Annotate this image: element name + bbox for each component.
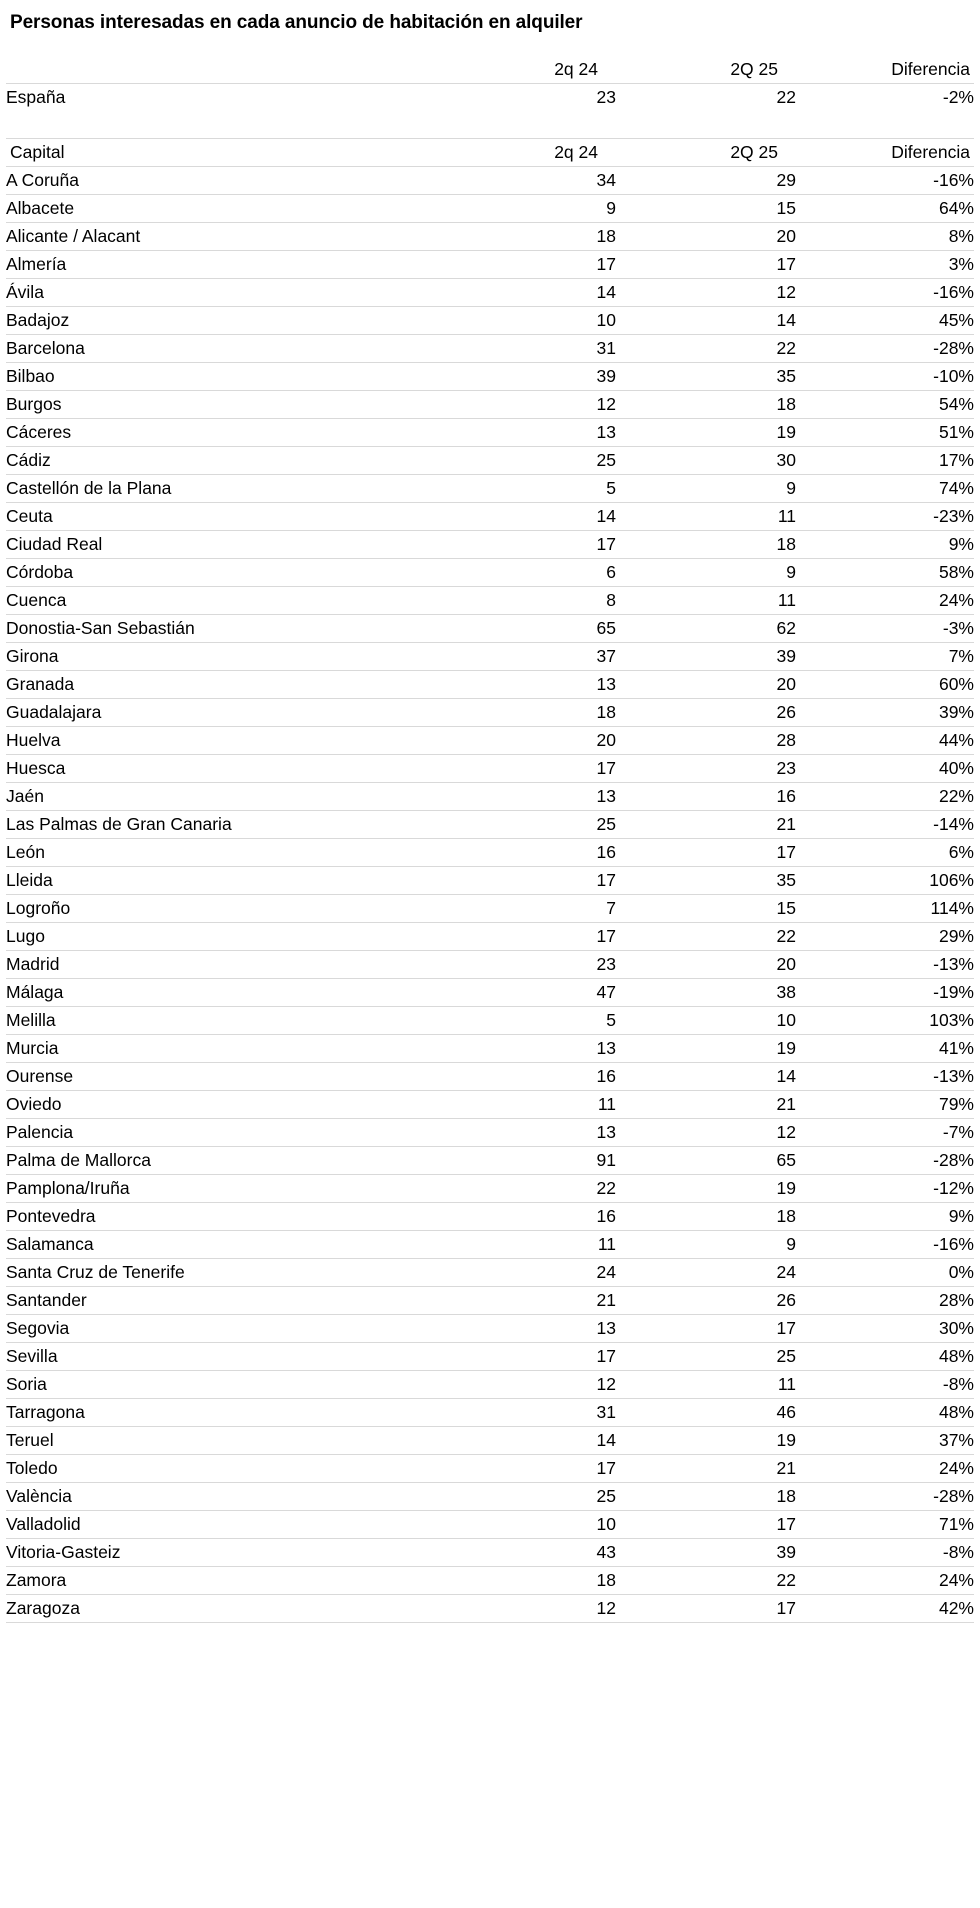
row-value-2q25: 14 bbox=[616, 307, 796, 335]
row-city-name: Burgos bbox=[6, 391, 436, 419]
table-row bbox=[6, 783, 974, 811]
row-city-name: A Coruña bbox=[6, 167, 436, 195]
row-value-2q24: 8 bbox=[436, 587, 616, 615]
row-value-difference: -12% bbox=[796, 1175, 974, 1203]
row-value-2q25: 29 bbox=[616, 167, 796, 195]
row-value-2q25: 21 bbox=[616, 1455, 796, 1483]
summary-table bbox=[6, 56, 974, 139]
row-value-difference: 9% bbox=[796, 531, 974, 559]
summary-header-row bbox=[6, 56, 974, 84]
row-value-2q24: 25 bbox=[436, 447, 616, 475]
table-row bbox=[6, 503, 974, 531]
row-value-2q25: 9 bbox=[616, 559, 796, 587]
summary-header-col3: Diferencia bbox=[796, 56, 974, 84]
row-value-2q24: 22 bbox=[436, 1175, 616, 1203]
table-row bbox=[6, 727, 974, 755]
table-row bbox=[6, 1483, 974, 1511]
table-row bbox=[6, 923, 974, 951]
row-value-2q24: 13 bbox=[436, 419, 616, 447]
table-row bbox=[6, 1315, 974, 1343]
row-value-2q24: 17 bbox=[436, 1343, 616, 1371]
table-row bbox=[6, 699, 974, 727]
row-value-2q24: 18 bbox=[436, 1567, 616, 1595]
row-value-difference: 24% bbox=[796, 1567, 974, 1595]
table-row bbox=[6, 559, 974, 587]
row-value-2q24: 17 bbox=[436, 251, 616, 279]
row-value-2q25: 18 bbox=[616, 1203, 796, 1231]
row-city-name: Almería bbox=[6, 251, 436, 279]
table-row-total bbox=[6, 84, 974, 112]
row-city-name: Pamplona/Iruña bbox=[6, 1175, 436, 1203]
row-value-2q24: 14 bbox=[436, 1427, 616, 1455]
row-value-difference: 9% bbox=[796, 1203, 974, 1231]
row-value-2q24: 43 bbox=[436, 1539, 616, 1567]
row-city-name: Ceuta bbox=[6, 503, 436, 531]
row-city-name: Sevilla bbox=[6, 1343, 436, 1371]
row-value-2q24: 25 bbox=[436, 811, 616, 839]
table-row bbox=[6, 1371, 974, 1399]
row-value-2q24: 18 bbox=[436, 699, 616, 727]
row-value-difference: 54% bbox=[796, 391, 974, 419]
row-value-difference: -28% bbox=[796, 1483, 974, 1511]
row-value-2q24: 11 bbox=[436, 1091, 616, 1119]
row-value-2q24: 12 bbox=[436, 1371, 616, 1399]
row-value-2q24: 20 bbox=[436, 727, 616, 755]
row-value-difference: 22% bbox=[796, 783, 974, 811]
row-value-difference: -23% bbox=[796, 503, 974, 531]
table-row bbox=[6, 1511, 974, 1539]
row-value-2q24: 13 bbox=[436, 1035, 616, 1063]
row-city-name: Cuenca bbox=[6, 587, 436, 615]
row-value-2q25: 10 bbox=[616, 1007, 796, 1035]
table-row bbox=[6, 1399, 974, 1427]
row-value-2q25: 28 bbox=[616, 727, 796, 755]
capitals-header-col3: Diferencia bbox=[796, 139, 974, 167]
table-row bbox=[6, 279, 974, 307]
row-value-2q25: 20 bbox=[616, 951, 796, 979]
row-value-2q25: 19 bbox=[616, 1427, 796, 1455]
total-row-col3: -2% bbox=[942, 87, 974, 107]
row-value-difference: 45% bbox=[796, 307, 974, 335]
row-value-difference: -28% bbox=[796, 335, 974, 363]
row-value-2q25: 35 bbox=[616, 363, 796, 391]
row-city-name: Santander bbox=[6, 1287, 436, 1315]
row-value-difference: 3% bbox=[796, 251, 974, 279]
row-city-name: Barcelona bbox=[6, 335, 436, 363]
row-value-2q25: 26 bbox=[616, 1287, 796, 1315]
row-value-difference: -13% bbox=[796, 1063, 974, 1091]
row-city-name: Ciudad Real bbox=[6, 531, 436, 559]
row-value-2q25: 15 bbox=[616, 195, 796, 223]
row-value-difference: 8% bbox=[796, 223, 974, 251]
row-value-difference: 60% bbox=[796, 671, 974, 699]
row-value-2q25: 12 bbox=[616, 279, 796, 307]
row-value-2q25: 38 bbox=[616, 979, 796, 1007]
row-value-2q24: 13 bbox=[436, 1119, 616, 1147]
table-row bbox=[6, 1427, 974, 1455]
row-city-name: Badajoz bbox=[6, 307, 436, 335]
row-value-difference: -3% bbox=[796, 615, 974, 643]
row-value-2q24: 14 bbox=[436, 279, 616, 307]
capitals-table bbox=[6, 139, 974, 1623]
table-row bbox=[6, 811, 974, 839]
row-value-2q24: 17 bbox=[436, 755, 616, 783]
row-value-difference: 51% bbox=[796, 419, 974, 447]
row-value-2q25: 12 bbox=[616, 1119, 796, 1147]
page-title: Personas interesadas en cada anuncio de habitación en alquiler bbox=[10, 12, 583, 33]
row-value-difference: 37% bbox=[796, 1427, 974, 1455]
row-value-difference: 29% bbox=[796, 923, 974, 951]
row-value-2q24: 16 bbox=[436, 839, 616, 867]
row-value-2q24: 10 bbox=[436, 307, 616, 335]
table-row bbox=[6, 951, 974, 979]
row-value-2q25: 23 bbox=[616, 755, 796, 783]
row-value-2q25: 22 bbox=[616, 1567, 796, 1595]
row-city-name: Córdoba bbox=[6, 559, 436, 587]
row-value-2q24: 21 bbox=[436, 1287, 616, 1315]
row-value-difference: -7% bbox=[796, 1119, 974, 1147]
row-city-name: Logroño bbox=[6, 895, 436, 923]
table-row bbox=[6, 1567, 974, 1595]
row-city-name: Soria bbox=[6, 1371, 436, 1399]
row-city-name: Zamora bbox=[6, 1567, 436, 1595]
table-row bbox=[6, 167, 974, 195]
row-city-name: Murcia bbox=[6, 1035, 436, 1063]
table-row bbox=[6, 419, 974, 447]
row-city-name: Zaragoza bbox=[6, 1595, 436, 1623]
row-city-name: Cádiz bbox=[6, 447, 436, 475]
total-row-name: España bbox=[6, 87, 66, 107]
row-value-2q25: 18 bbox=[616, 1483, 796, 1511]
spacer-cell bbox=[796, 111, 974, 139]
row-value-difference: -8% bbox=[796, 1539, 974, 1567]
row-value-2q25: 9 bbox=[616, 1231, 796, 1259]
row-value-2q25: 25 bbox=[616, 1343, 796, 1371]
row-city-name: Huelva bbox=[6, 727, 436, 755]
row-city-name: Palencia bbox=[6, 1119, 436, 1147]
row-value-2q25: 30 bbox=[616, 447, 796, 475]
row-value-2q24: 47 bbox=[436, 979, 616, 1007]
row-value-difference: -16% bbox=[796, 279, 974, 307]
summary-header-col1: 2q 24 bbox=[436, 56, 616, 84]
table-row bbox=[6, 587, 974, 615]
row-value-2q24: 16 bbox=[436, 1063, 616, 1091]
row-value-2q24: 91 bbox=[436, 1147, 616, 1175]
row-value-2q25: 19 bbox=[616, 1175, 796, 1203]
table-row bbox=[6, 979, 974, 1007]
row-value-2q25: 21 bbox=[616, 1091, 796, 1119]
row-value-2q24: 17 bbox=[436, 867, 616, 895]
table-row bbox=[6, 475, 974, 503]
row-city-name: Ourense bbox=[6, 1063, 436, 1091]
table-row bbox=[6, 335, 974, 363]
row-value-difference: 64% bbox=[796, 195, 974, 223]
row-value-difference: 42% bbox=[796, 1595, 974, 1623]
row-city-name: València bbox=[6, 1483, 436, 1511]
row-value-difference: 44% bbox=[796, 727, 974, 755]
row-value-2q25: 18 bbox=[616, 391, 796, 419]
table-row bbox=[6, 1119, 974, 1147]
capitals-header-col1: 2q 24 bbox=[436, 139, 616, 167]
row-value-difference: 48% bbox=[796, 1343, 974, 1371]
row-city-name: Lleida bbox=[6, 867, 436, 895]
table-row bbox=[6, 615, 974, 643]
table-row bbox=[6, 755, 974, 783]
row-city-name: Vitoria-Gasteiz bbox=[6, 1539, 436, 1567]
row-city-name: Santa Cruz de Tenerife bbox=[6, 1259, 436, 1287]
row-value-difference: 79% bbox=[796, 1091, 974, 1119]
table-row bbox=[6, 671, 974, 699]
row-value-2q25: 46 bbox=[616, 1399, 796, 1427]
table-row bbox=[6, 867, 974, 895]
spacer-cell bbox=[6, 111, 436, 139]
row-value-2q24: 17 bbox=[436, 531, 616, 559]
table-row bbox=[6, 839, 974, 867]
row-city-name: Salamanca bbox=[6, 1231, 436, 1259]
row-value-difference: 30% bbox=[796, 1315, 974, 1343]
row-value-difference: -14% bbox=[796, 811, 974, 839]
row-value-2q24: 65 bbox=[436, 615, 616, 643]
table-row bbox=[6, 1063, 974, 1091]
table-row bbox=[6, 1091, 974, 1119]
table-row bbox=[6, 307, 974, 335]
row-value-difference: -16% bbox=[796, 1231, 974, 1259]
row-value-difference: 58% bbox=[796, 559, 974, 587]
row-value-2q24: 37 bbox=[436, 643, 616, 671]
table-row bbox=[6, 1231, 974, 1259]
row-value-difference: 6% bbox=[796, 839, 974, 867]
row-value-2q24: 34 bbox=[436, 167, 616, 195]
row-value-2q25: 19 bbox=[616, 419, 796, 447]
row-value-2q25: 24 bbox=[616, 1259, 796, 1287]
total-row-col2: 22 bbox=[776, 87, 796, 107]
row-value-2q24: 7 bbox=[436, 895, 616, 923]
row-value-difference: 106% bbox=[796, 867, 974, 895]
row-value-2q24: 17 bbox=[436, 1455, 616, 1483]
row-value-2q25: 39 bbox=[616, 1539, 796, 1567]
row-value-2q25: 20 bbox=[616, 223, 796, 251]
row-value-2q24: 23 bbox=[436, 951, 616, 979]
row-value-2q24: 39 bbox=[436, 363, 616, 391]
row-value-difference: -13% bbox=[796, 951, 974, 979]
row-value-difference: -19% bbox=[796, 979, 974, 1007]
row-value-2q25: 15 bbox=[616, 895, 796, 923]
row-value-2q24: 12 bbox=[436, 391, 616, 419]
row-city-name: Melilla bbox=[6, 1007, 436, 1035]
table-row bbox=[6, 195, 974, 223]
table-row bbox=[6, 1343, 974, 1371]
row-value-2q24: 13 bbox=[436, 671, 616, 699]
row-value-2q24: 10 bbox=[436, 1511, 616, 1539]
capitals-header-row bbox=[6, 139, 974, 167]
row-city-name: Guadalajara bbox=[6, 699, 436, 727]
row-value-2q25: 11 bbox=[616, 1371, 796, 1399]
row-value-difference: 71% bbox=[796, 1511, 974, 1539]
table-row bbox=[6, 1595, 974, 1623]
row-value-2q24: 16 bbox=[436, 1203, 616, 1231]
row-value-difference: 24% bbox=[796, 587, 974, 615]
row-city-name: Oviedo bbox=[6, 1091, 436, 1119]
row-value-2q25: 21 bbox=[616, 811, 796, 839]
summary-header-col2: 2Q 25 bbox=[616, 56, 796, 84]
table-row bbox=[6, 1539, 974, 1567]
row-value-difference: 17% bbox=[796, 447, 974, 475]
row-city-name: León bbox=[6, 839, 436, 867]
row-city-name: Pontevedra bbox=[6, 1203, 436, 1231]
row-value-2q25: 17 bbox=[616, 1511, 796, 1539]
row-value-2q25: 17 bbox=[616, 1595, 796, 1623]
row-value-difference: 0% bbox=[796, 1259, 974, 1287]
row-value-2q25: 62 bbox=[616, 615, 796, 643]
spacer-cell bbox=[436, 111, 616, 139]
row-city-name: Las Palmas de Gran Canaria bbox=[6, 811, 436, 839]
row-city-name: Teruel bbox=[6, 1427, 436, 1455]
table-row bbox=[6, 1259, 974, 1287]
row-city-name: Valladolid bbox=[6, 1511, 436, 1539]
row-value-2q25: 19 bbox=[616, 1035, 796, 1063]
row-city-name: Bilbao bbox=[6, 363, 436, 391]
row-value-difference: 114% bbox=[796, 895, 974, 923]
row-value-2q24: 18 bbox=[436, 223, 616, 251]
row-value-2q25: 9 bbox=[616, 475, 796, 503]
row-value-2q24: 31 bbox=[436, 335, 616, 363]
row-value-2q24: 24 bbox=[436, 1259, 616, 1287]
row-value-2q24: 13 bbox=[436, 1315, 616, 1343]
capitals-header-name: Capital bbox=[6, 139, 436, 167]
table-row bbox=[6, 1203, 974, 1231]
row-value-2q25: 17 bbox=[616, 1315, 796, 1343]
row-city-name: Jaén bbox=[6, 783, 436, 811]
row-value-2q25: 14 bbox=[616, 1063, 796, 1091]
row-city-name: Granada bbox=[6, 671, 436, 699]
summary-header-name bbox=[6, 56, 436, 84]
row-city-name: Lugo bbox=[6, 923, 436, 951]
row-value-2q25: 16 bbox=[616, 783, 796, 811]
row-city-name: Málaga bbox=[6, 979, 436, 1007]
row-value-2q24: 13 bbox=[436, 783, 616, 811]
row-city-name: Huesca bbox=[6, 755, 436, 783]
row-city-name: Cáceres bbox=[6, 419, 436, 447]
row-value-2q25: 65 bbox=[616, 1147, 796, 1175]
row-value-difference: 7% bbox=[796, 643, 974, 671]
row-city-name: Donostia-San Sebastián bbox=[6, 615, 436, 643]
table-row bbox=[6, 391, 974, 419]
row-value-2q25: 39 bbox=[616, 643, 796, 671]
row-value-2q25: 26 bbox=[616, 699, 796, 727]
row-value-difference: -28% bbox=[796, 1147, 974, 1175]
row-city-name: Ávila bbox=[6, 279, 436, 307]
row-value-2q24: 14 bbox=[436, 503, 616, 531]
table-row bbox=[6, 531, 974, 559]
row-value-difference: 41% bbox=[796, 1035, 974, 1063]
row-value-difference: 103% bbox=[796, 1007, 974, 1035]
row-city-name: Madrid bbox=[6, 951, 436, 979]
row-city-name: Tarragona bbox=[6, 1399, 436, 1427]
row-value-2q25: 18 bbox=[616, 531, 796, 559]
row-value-2q24: 5 bbox=[436, 1007, 616, 1035]
row-value-2q25: 20 bbox=[616, 671, 796, 699]
row-value-difference: 74% bbox=[796, 475, 974, 503]
row-value-difference: 28% bbox=[796, 1287, 974, 1315]
capitals-header-col2: 2Q 25 bbox=[616, 139, 796, 167]
row-value-2q25: 17 bbox=[616, 839, 796, 867]
row-value-2q24: 5 bbox=[436, 475, 616, 503]
row-value-2q24: 31 bbox=[436, 1399, 616, 1427]
row-value-2q25: 22 bbox=[616, 335, 796, 363]
row-value-2q25: 17 bbox=[616, 251, 796, 279]
row-city-name: Toledo bbox=[6, 1455, 436, 1483]
row-value-2q25: 35 bbox=[616, 867, 796, 895]
table-row bbox=[6, 1147, 974, 1175]
row-city-name: Girona bbox=[6, 643, 436, 671]
row-value-difference: 40% bbox=[796, 755, 974, 783]
table-row bbox=[6, 251, 974, 279]
row-value-difference: 39% bbox=[796, 699, 974, 727]
row-value-difference: 24% bbox=[796, 1455, 974, 1483]
row-value-difference: -16% bbox=[796, 167, 974, 195]
table-row bbox=[6, 1455, 974, 1483]
table-row bbox=[6, 1287, 974, 1315]
row-city-name: Albacete bbox=[6, 195, 436, 223]
table-row bbox=[6, 1007, 974, 1035]
row-value-2q24: 17 bbox=[436, 923, 616, 951]
table-row bbox=[6, 1035, 974, 1063]
row-city-name: Castellón de la Plana bbox=[6, 475, 436, 503]
row-city-name: Segovia bbox=[6, 1315, 436, 1343]
table-row bbox=[6, 895, 974, 923]
row-value-2q25: 11 bbox=[616, 587, 796, 615]
row-value-2q24: 9 bbox=[436, 195, 616, 223]
row-value-difference: -8% bbox=[796, 1371, 974, 1399]
row-city-name: Palma de Mallorca bbox=[6, 1147, 436, 1175]
row-value-2q24: 12 bbox=[436, 1595, 616, 1623]
table-row bbox=[6, 447, 974, 475]
table-row bbox=[6, 643, 974, 671]
row-value-2q24: 6 bbox=[436, 559, 616, 587]
row-value-difference: 48% bbox=[796, 1399, 974, 1427]
row-value-difference: -10% bbox=[796, 363, 974, 391]
table-row bbox=[6, 1175, 974, 1203]
row-value-2q24: 11 bbox=[436, 1231, 616, 1259]
row-value-2q25: 22 bbox=[616, 923, 796, 951]
spacer-cell bbox=[616, 111, 796, 139]
table-spacer bbox=[6, 111, 974, 139]
row-value-2q24: 25 bbox=[436, 1483, 616, 1511]
table-row bbox=[6, 363, 974, 391]
total-row-col1: 23 bbox=[596, 87, 616, 107]
row-city-name: Alicante / Alacant bbox=[6, 223, 436, 251]
row-value-2q25: 11 bbox=[616, 503, 796, 531]
table-row bbox=[6, 223, 974, 251]
